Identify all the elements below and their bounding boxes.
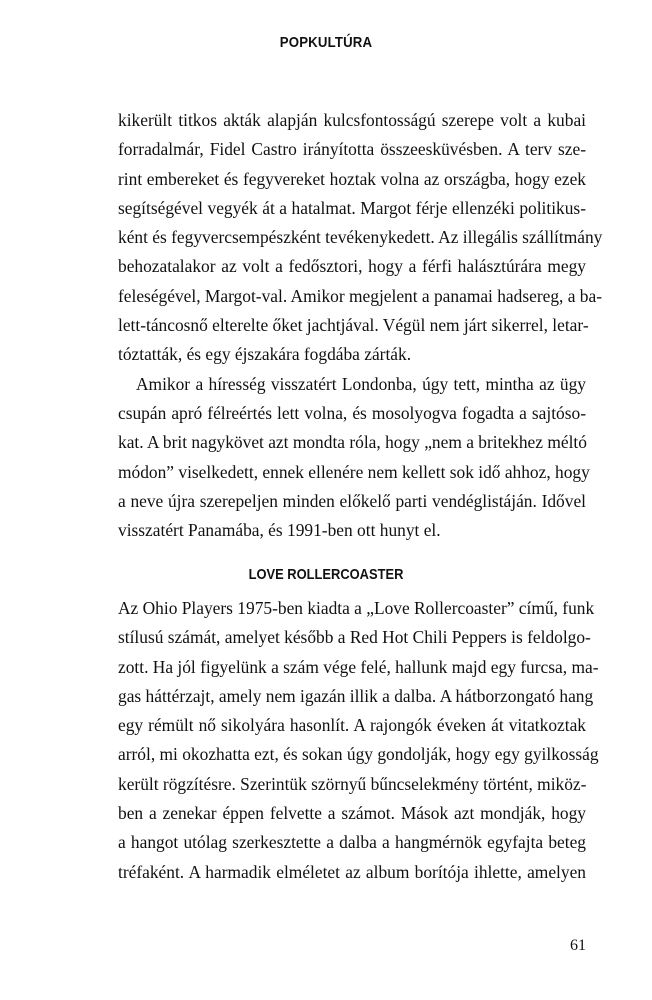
text-line: rint embereket és fegyvereket hoztak volna az országba, hogy ezek (118, 168, 586, 189)
text-line: segítségével vegyék át a hatalmat. Margot férje ellenzéki politikus- (118, 197, 586, 218)
text-line: zott. Ha jól figyelünk a szám vége felé, hallunk majd egy furcsa, ma- (118, 656, 599, 677)
section-heading: LOVE ROLLERCOASTER (248, 566, 404, 583)
text-line: egy rémült nő sikolyára hasonlít. A rajongók éveken át vitatkoztak (118, 715, 586, 736)
text-line: módon” viselkedett, ennek ellenére nem kellett sok idő ahhoz, hogy (118, 461, 590, 482)
text-line: stílusú számát, amelyet később a Red Hot Chili Peppers is feldolgo- (118, 627, 591, 648)
text-line: gas háttérzajt, amely nem igazán illik a dalba. A hátborzongató hang (118, 685, 594, 706)
text-line: a neve újra szerepeljen minden előkelő parti vendéglistáján. Idővel (118, 490, 586, 511)
text-line: behozatalakor az volt a fedősztori, hogy a férfi halásztúrára megy (118, 256, 586, 277)
text-line: tréfaként. A harmadik elméletet az album borítója ihlette, amelyen (118, 861, 586, 882)
text-line: feleségével, Margot-val. Amikor megjelent a panamai hadsereg, a ba- (118, 285, 603, 306)
text-line: ben a zenekar éppen felvette a számot. Mások azt mondják, hogy (118, 803, 586, 824)
running-head: POPKULTÚRA (279, 34, 373, 51)
text-line: arról, mi okozhatta ezt, és sokan úgy gondolják, hogy egy gyilkosság (118, 744, 599, 765)
text-line: csupán apró félreértés lett volna, és mosolyogva fogadta a sajtóso- (118, 402, 586, 423)
text-line: kat. A brit nagykövet azt mondta róla, hogy „nem a britekhez méltó (118, 432, 587, 453)
text-line: ként és fegyvercsempészként tevékenykedett. Az illegális szállítmány (118, 227, 603, 248)
text-line: visszatért Panamába, és 1991-ben ott hunyt el. (118, 520, 441, 541)
text-line: forradalmár, Fidel Castro irányította összeesküvésben. A terv sze- (118, 139, 586, 160)
text-line: tóztatták, és egy éjszakára fogdába zárták. (118, 344, 412, 365)
body-text-section-2 (118, 594, 599, 887)
text-line: Amikor a híresség visszatért Londonba, úgy tett, mintha az ügy (136, 373, 586, 394)
body-text-section-1 (118, 106, 603, 545)
text-line: kikerült titkos akták alapján kulcsfontosságú szerepe volt a kubai (118, 110, 586, 130)
text-line: került rögzítésre. Szerintük szörnyű bűncselekmény történt, miköz- (118, 773, 587, 794)
text-line: Az Ohio Players 1975-ben kiadta a „Love Rollercoaster” című, funk (118, 598, 595, 618)
text-line: a hangot utólag szerkesztette a dalba a hangmérnök egyfajta beteg (118, 832, 586, 853)
text-line: lett-táncosnő elterelte őket jachtjával. Végül nem járt sikerrel, letar- (118, 315, 589, 336)
page-number: 61 (570, 937, 586, 954)
